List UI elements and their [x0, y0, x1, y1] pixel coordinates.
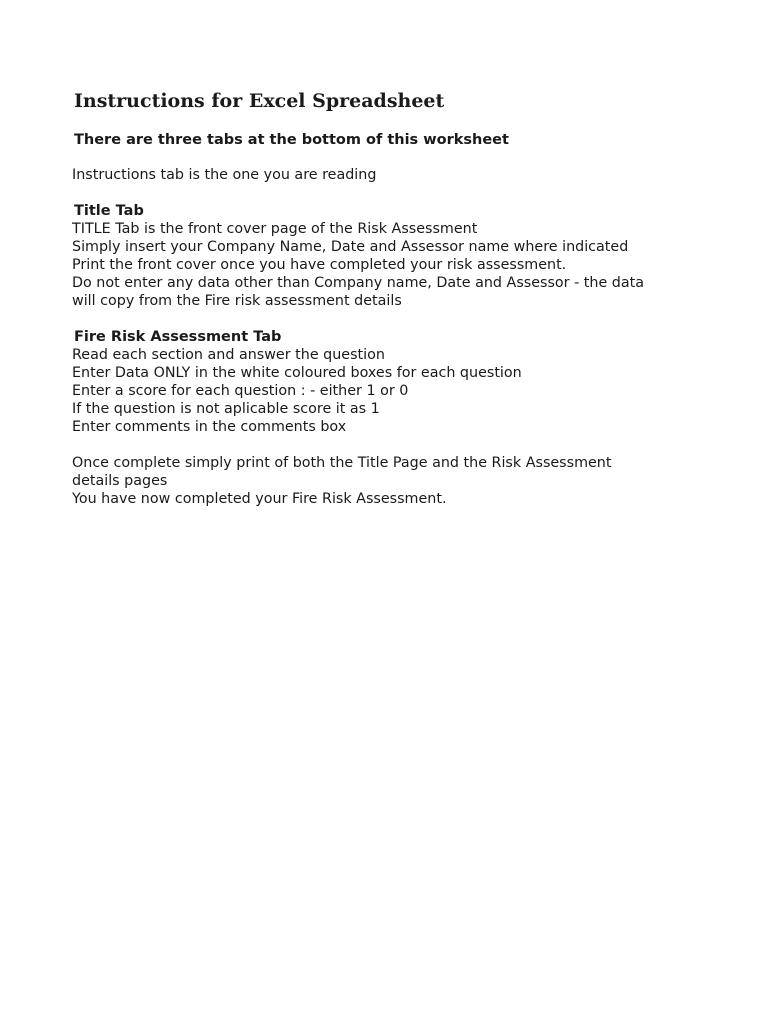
fire-tab-section — [72, 328, 722, 436]
title-tab-section — [72, 202, 722, 310]
document-subtitle: There are three tabs at the bottom of this worksheet — [74, 132, 509, 148]
fire-tab-line: Enter comments in the comments box — [72, 419, 347, 435]
fire-tab-line: Enter a score for each question : - either 1 or 0 — [72, 383, 409, 399]
intro-line: Instructions tab is the one you are reading — [72, 167, 377, 183]
closing-section — [72, 454, 722, 508]
closing-line: details pages — [72, 473, 168, 489]
spacer — [72, 184, 722, 202]
title-tab-line: will copy from the Fire risk assessment details — [72, 293, 402, 309]
title-tab-line: Simply insert your Company Name, Date and Assessor name where indicated — [72, 239, 629, 255]
document-title: Instructions for Excel Spreadsheet — [74, 90, 445, 112]
title-tab-line: Print the front cover once you have completed your risk assessment. — [72, 257, 567, 273]
fire-tab-line: If the question is not aplicable score it as 1 — [72, 401, 380, 417]
document-page — [72, 88, 722, 508]
closing-line: You have now completed your Fire Risk Assessment. — [72, 491, 447, 507]
fire-tab-line: Read each section and answer the question — [72, 347, 385, 363]
title-tab-heading: Title Tab — [74, 203, 144, 219]
spacer — [72, 310, 722, 328]
closing-line: Once complete simply print of both the Title Page and the Risk Assessment — [72, 455, 612, 471]
title-tab-line: Do not enter any data other than Company name, Date and Assessor - the data — [72, 275, 644, 291]
title-tab-line: TITLE Tab is the front cover page of the Risk Assessment — [72, 221, 478, 237]
fire-tab-line: Enter Data ONLY in the white coloured boxes for each question — [72, 365, 522, 381]
spacer — [72, 436, 722, 454]
fire-tab-heading: Fire Risk Assessment Tab — [74, 329, 282, 345]
